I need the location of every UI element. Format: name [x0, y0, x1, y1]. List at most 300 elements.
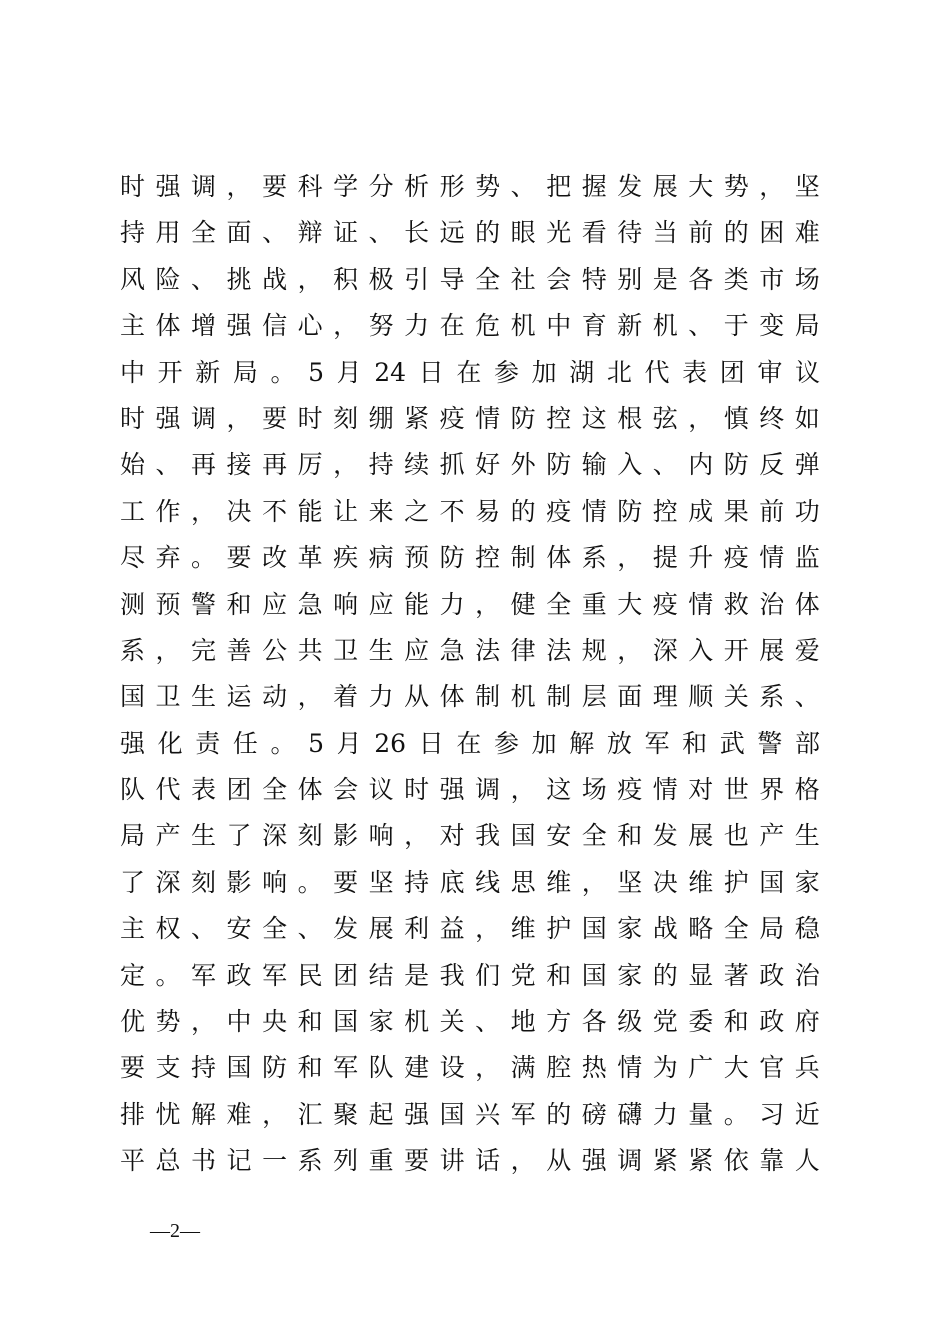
text-line: [120, 535, 820, 581]
text-glyph: 家: [794, 867, 820, 897]
text-glyph: 厉: [297, 450, 323, 480]
text-glyph: 情: [688, 589, 714, 619]
text-glyph: 政: [226, 960, 252, 990]
text-glyph: 弹: [794, 450, 820, 480]
text-glyph: 是: [404, 960, 430, 990]
text-glyph: 不: [262, 496, 288, 526]
text-glyph: 代: [155, 775, 181, 805]
text-glyph: 把: [546, 172, 572, 201]
text-glyph: 慎: [723, 403, 749, 433]
text-glyph: 急: [297, 589, 323, 619]
text-glyph: 开: [723, 635, 749, 665]
text-glyph: 为: [652, 1053, 678, 1083]
text-glyph: 加: [531, 728, 557, 758]
text-glyph: 类: [723, 264, 749, 294]
text-glyph: 信: [262, 311, 288, 341]
text-glyph: 稳: [794, 914, 820, 944]
text-glyph: 。: [155, 960, 181, 990]
text-glyph: 定: [120, 960, 146, 990]
text-glyph: 国: [759, 867, 785, 897]
text-glyph: 疫: [617, 775, 643, 805]
text-glyph: 强: [404, 1099, 430, 1129]
text-glyph: 力: [368, 682, 394, 712]
text-glyph: 国: [226, 1053, 252, 1083]
text-glyph: 刻: [297, 821, 323, 851]
text-glyph: 产: [155, 821, 181, 851]
text-glyph: 重: [368, 1146, 394, 1176]
text-glyph: 党: [652, 1007, 678, 1037]
text-glyph: 急: [439, 635, 465, 665]
text-glyph: 极: [368, 264, 394, 294]
text-glyph: 广: [688, 1053, 714, 1083]
text-glyph: 完: [191, 635, 217, 665]
text-glyph: 表: [682, 357, 708, 387]
text-glyph: 外: [510, 450, 536, 480]
text-glyph: 情: [617, 1053, 643, 1083]
text-glyph: 要: [262, 403, 288, 433]
text-glyph: 新: [617, 311, 643, 341]
text-glyph: 疫: [652, 589, 678, 619]
text-glyph: 建: [404, 1053, 430, 1083]
text-glyph: 发: [333, 914, 359, 944]
text-glyph: 难: [226, 1099, 252, 1129]
text-glyph: 从: [404, 682, 430, 712]
text-glyph: 变: [759, 311, 785, 341]
text-glyph: 入: [617, 450, 643, 480]
text-glyph: 社: [510, 264, 536, 294]
text-glyph: 忧: [155, 1099, 181, 1129]
text-glyph: 军: [262, 960, 288, 990]
body-text: [120, 164, 820, 1185]
text-glyph: 级: [617, 1007, 643, 1037]
text-glyph: 长: [404, 218, 430, 248]
text-glyph: 利: [404, 914, 430, 944]
text-glyph: 团: [719, 357, 745, 387]
text-glyph: 产: [759, 821, 785, 851]
text-glyph: 入: [688, 635, 714, 665]
text-glyph: 对: [439, 821, 465, 851]
text-glyph: 局: [794, 311, 820, 341]
text-glyph: ，: [688, 403, 714, 433]
text-glyph: 坚: [368, 867, 394, 897]
text-line: [120, 953, 820, 999]
text-glyph: 著: [723, 960, 749, 990]
text-glyph: ，: [475, 1053, 501, 1083]
text-glyph: 待: [617, 218, 643, 248]
text-glyph: 机: [510, 311, 536, 341]
text-glyph: 机: [510, 682, 536, 712]
text-glyph: 情: [475, 403, 501, 433]
text-glyph: 主: [120, 914, 146, 944]
text-glyph: 显: [688, 960, 714, 990]
text-glyph: 制: [546, 682, 572, 712]
text-glyph: 书: [191, 1146, 217, 1176]
text-glyph: 主: [120, 311, 146, 341]
text-line: [120, 442, 820, 488]
text-glyph: 湖: [569, 357, 595, 387]
text-glyph: 维: [688, 867, 714, 897]
text-glyph: ，: [297, 682, 323, 712]
text-line: [120, 1138, 820, 1184]
text-glyph: 分: [368, 172, 394, 201]
text-glyph: 益: [439, 914, 465, 944]
text-glyph: ，: [262, 1099, 288, 1129]
text-glyph: 军: [644, 728, 670, 758]
text-glyph: 持: [191, 1053, 217, 1083]
text-glyph: 地: [510, 1007, 536, 1037]
text-glyph: 握: [581, 172, 607, 201]
text-glyph: 磅: [581, 1099, 607, 1129]
text-glyph: 输: [581, 450, 607, 480]
text-glyph: 之: [404, 496, 430, 526]
text-glyph: 了: [120, 867, 146, 897]
text-glyph: 再: [191, 450, 217, 480]
text-glyph: 这: [581, 403, 607, 433]
text-glyph: 们: [475, 960, 501, 990]
text-glyph: 努: [368, 311, 394, 341]
text-glyph: 不: [439, 496, 465, 526]
text-glyph: 前: [688, 218, 714, 248]
text-glyph: 于: [723, 311, 749, 341]
text-glyph: 弃: [155, 543, 181, 573]
text-glyph: 展: [759, 635, 785, 665]
text-line: [120, 164, 820, 210]
text-glyph: 新: [195, 357, 221, 387]
text-glyph: 和: [297, 1007, 323, 1037]
text-glyph: 生: [191, 821, 217, 851]
text-glyph: 参: [493, 357, 519, 387]
text-glyph: 治: [794, 960, 820, 990]
text-glyph: 特: [581, 264, 607, 294]
text-glyph: 弦: [652, 403, 678, 433]
text-glyph: 尽: [120, 543, 146, 573]
text-glyph: 险: [155, 264, 181, 294]
text-glyph: 国: [120, 682, 146, 712]
text-glyph: 战: [262, 264, 288, 294]
text-line: [120, 674, 820, 720]
text-glyph: 话: [475, 1146, 501, 1176]
text-glyph: 调: [191, 172, 217, 201]
text-glyph: 情: [759, 543, 785, 573]
text-glyph: 生: [794, 821, 820, 851]
text-glyph: 北: [606, 357, 632, 387]
text-glyph: 理: [652, 682, 678, 712]
text-glyph: 政: [759, 960, 785, 990]
text-glyph: 军: [191, 960, 217, 990]
text-glyph: 政: [759, 1007, 785, 1037]
text-glyph: 别: [617, 264, 643, 294]
text-glyph: 警: [191, 589, 217, 619]
text-glyph: 全: [723, 914, 749, 944]
text-glyph: 强: [155, 172, 181, 201]
text-glyph: 礴: [617, 1099, 643, 1129]
text-glyph: 委: [688, 1007, 714, 1037]
text-glyph: 持: [368, 450, 394, 480]
page-number: —2—: [150, 1220, 200, 1242]
text-glyph: 、: [262, 218, 288, 248]
text-glyph: 在: [439, 311, 465, 341]
text-glyph: 规: [581, 635, 607, 665]
text-glyph: 紧: [652, 1146, 678, 1176]
text-glyph: 工: [120, 496, 146, 526]
text-glyph: 危: [475, 311, 501, 341]
text-glyph: 疾: [333, 543, 359, 573]
text-glyph: 紧: [688, 1146, 714, 1176]
text-glyph: 机: [404, 1007, 430, 1037]
text-glyph: 。: [723, 1099, 749, 1129]
text-glyph: 发: [652, 821, 678, 851]
text-glyph: 腔: [546, 1053, 572, 1083]
text-glyph: 的: [652, 960, 678, 990]
text-glyph: 学: [333, 172, 359, 201]
text-glyph: 战: [652, 914, 678, 944]
text-glyph: 安: [226, 914, 252, 944]
text-glyph: 表: [191, 775, 217, 805]
text-glyph: 着: [333, 682, 359, 712]
text-glyph: 育: [581, 311, 607, 341]
text-glyph: 线: [475, 867, 501, 897]
text-glyph: 界: [759, 775, 785, 805]
text-glyph: 会: [333, 775, 359, 805]
text-glyph: 抓: [439, 450, 465, 480]
text-glyph: 强: [226, 311, 252, 341]
text-glyph: 参: [493, 728, 519, 758]
text-glyph: 生: [191, 682, 217, 712]
text-glyph: 、: [794, 682, 820, 712]
text-glyph: 体: [439, 682, 465, 712]
text-glyph: 重: [581, 589, 607, 619]
text-glyph: 局: [759, 914, 785, 944]
text-glyph: 功: [794, 496, 820, 526]
text-glyph: 卫: [333, 635, 359, 665]
text-glyph: 各: [688, 264, 714, 294]
text-glyph: 国: [510, 821, 536, 851]
text-glyph: 防: [546, 450, 572, 480]
text-glyph: ，: [404, 821, 430, 851]
text-glyph: 军: [333, 1053, 359, 1083]
text-glyph: ，: [759, 172, 785, 201]
text-glyph: ，: [226, 403, 252, 433]
text-glyph: 团: [333, 960, 359, 990]
text-glyph: 排: [120, 1099, 146, 1129]
text-glyph: 让: [333, 496, 359, 526]
text-glyph: 从: [546, 1146, 572, 1176]
text-glyph: 反: [759, 450, 785, 480]
text-glyph: 系: [759, 682, 785, 712]
text-glyph: 升: [688, 543, 714, 573]
text-glyph: 我: [475, 821, 501, 851]
text-glyph: 和: [723, 1007, 749, 1037]
text-glyph: 情: [652, 775, 678, 805]
text-glyph: 在: [456, 357, 482, 387]
text-glyph: 能: [404, 589, 430, 619]
text-glyph: 局: [120, 821, 146, 851]
text-glyph: 家: [368, 1007, 394, 1037]
text-glyph: 制: [510, 543, 536, 573]
text-glyph: 和: [226, 589, 252, 619]
text-glyph: 挑: [226, 264, 252, 294]
text-glyph: 平: [120, 1146, 146, 1176]
text-glyph: ，: [191, 1007, 217, 1037]
text-glyph: 易: [475, 496, 501, 526]
text-glyph: 深: [262, 821, 288, 851]
text-line: [120, 1092, 820, 1138]
text-line: [120, 860, 820, 906]
text-glyph: 解: [191, 1099, 217, 1129]
text-glyph: 支: [155, 1053, 181, 1083]
text-glyph: 情: [581, 496, 607, 526]
text-glyph: ，: [226, 172, 252, 201]
text-glyph: 。: [270, 357, 296, 387]
text-glyph: 应: [262, 589, 288, 619]
text-glyph: 法: [546, 635, 572, 665]
text-glyph: 也: [723, 821, 749, 851]
text-glyph: 科: [297, 172, 323, 201]
text-glyph: 层: [581, 682, 607, 712]
text-glyph: 好: [475, 450, 501, 480]
text-glyph: ，: [333, 311, 359, 341]
text-glyph: 记: [226, 1146, 252, 1176]
text-glyph: 和: [297, 1053, 323, 1083]
text-glyph: 面: [617, 682, 643, 712]
text-glyph: 预: [404, 543, 430, 573]
text-glyph: 、: [368, 218, 394, 248]
text-glyph: 证: [333, 218, 359, 248]
text-line: [120, 721, 820, 767]
text-glyph: 场: [794, 264, 820, 294]
text-glyph: 体: [546, 543, 572, 573]
text-glyph: 任: [232, 728, 258, 758]
text-line: [120, 628, 820, 674]
text-glyph: 全: [262, 914, 288, 944]
text-glyph: 兴: [475, 1099, 501, 1129]
text-glyph: 心: [297, 311, 323, 341]
text-glyph: 续: [404, 450, 430, 480]
text-glyph: 疫: [439, 403, 465, 433]
text-glyph: 改: [262, 543, 288, 573]
text-glyph: ，: [581, 867, 607, 897]
text-glyph: 日: [418, 728, 444, 758]
text-glyph: 要: [404, 1146, 430, 1176]
text-glyph: 防: [617, 496, 643, 526]
text-line: [120, 303, 820, 349]
text-glyph: 应: [404, 635, 430, 665]
text-glyph: 前: [759, 496, 785, 526]
text-glyph: 卫: [155, 682, 181, 712]
text-glyph: 议: [368, 775, 394, 805]
text-glyph: 团: [226, 775, 252, 805]
text-glyph: 国: [439, 1099, 465, 1129]
text-glyph: 党: [510, 960, 536, 990]
text-glyph: 维: [510, 914, 536, 944]
text-glyph: 5: [308, 728, 325, 758]
text-glyph: 警: [757, 728, 783, 758]
text-glyph: 调: [475, 775, 501, 805]
text-glyph: ，: [510, 1146, 536, 1176]
text-glyph: 列: [333, 1146, 359, 1176]
text-glyph: 总: [155, 1146, 181, 1176]
text-glyph: 人: [794, 1146, 820, 1176]
text-glyph: 持: [404, 867, 430, 897]
text-glyph: 爱: [794, 635, 820, 665]
text-glyph: 病: [368, 543, 394, 573]
text-glyph: 防: [723, 450, 749, 480]
text-glyph: 始: [120, 450, 146, 480]
text-glyph: 共: [297, 635, 323, 665]
text-line: [120, 813, 820, 859]
text-glyph: 依: [723, 1146, 749, 1176]
text-glyph: 维: [546, 867, 572, 897]
text-glyph: 发: [617, 172, 643, 201]
text-glyph: 中: [120, 357, 146, 387]
text-glyph: 民: [297, 960, 323, 990]
text-glyph: 、: [155, 450, 181, 480]
text-glyph: 是: [652, 264, 678, 294]
text-glyph: 看: [581, 218, 607, 248]
text-glyph: 议: [794, 357, 820, 387]
text-glyph: 、: [191, 914, 217, 944]
text-glyph: 困: [759, 218, 785, 248]
text-glyph: 国: [581, 914, 607, 944]
text-line: [120, 489, 820, 535]
text-glyph: 善: [226, 635, 252, 665]
text-glyph: 响: [262, 867, 288, 897]
text-glyph: 加: [531, 357, 557, 387]
text-glyph: 优: [120, 1007, 146, 1037]
text-glyph: ，: [475, 589, 501, 619]
text-glyph: 动: [262, 682, 288, 712]
text-glyph: 中: [226, 1007, 252, 1037]
text-glyph: 责: [195, 728, 221, 758]
text-glyph: 。: [270, 728, 296, 758]
text-glyph: 月: [336, 357, 362, 387]
text-glyph: ，: [297, 264, 323, 294]
text-glyph: 控: [546, 403, 572, 433]
text-glyph: ，: [475, 914, 501, 944]
text-glyph: 设: [439, 1053, 465, 1083]
text-glyph: 公: [262, 635, 288, 665]
text-line: [120, 396, 820, 442]
text-glyph: 决: [652, 867, 678, 897]
text-glyph: 强: [581, 1146, 607, 1176]
text-glyph: 时: [404, 775, 430, 805]
text-glyph: 26: [374, 728, 407, 758]
text-glyph: 国: [333, 1007, 359, 1037]
text-glyph: 体: [297, 775, 323, 805]
text-glyph: 量: [688, 1099, 714, 1129]
text-line: [120, 582, 820, 628]
text-glyph: 部: [794, 728, 820, 758]
text-glyph: 国: [581, 960, 607, 990]
text-glyph: 深: [155, 867, 181, 897]
text-glyph: 响: [368, 821, 394, 851]
text-glyph: 放: [606, 728, 632, 758]
text-glyph: 疫: [546, 496, 572, 526]
text-glyph: 来: [368, 496, 394, 526]
text-glyph: 强: [439, 775, 465, 805]
text-glyph: 运: [226, 682, 252, 712]
text-glyph: 中: [546, 311, 572, 341]
text-glyph: 24: [374, 357, 407, 387]
text-glyph: 增: [191, 311, 217, 341]
text-glyph: 要: [262, 172, 288, 201]
text-glyph: 结: [368, 960, 394, 990]
text-glyph: 武: [719, 728, 745, 758]
text-glyph: 紧: [404, 403, 430, 433]
text-glyph: 日: [418, 357, 444, 387]
text-glyph: 应: [368, 589, 394, 619]
text-glyph: 防: [262, 1053, 288, 1083]
